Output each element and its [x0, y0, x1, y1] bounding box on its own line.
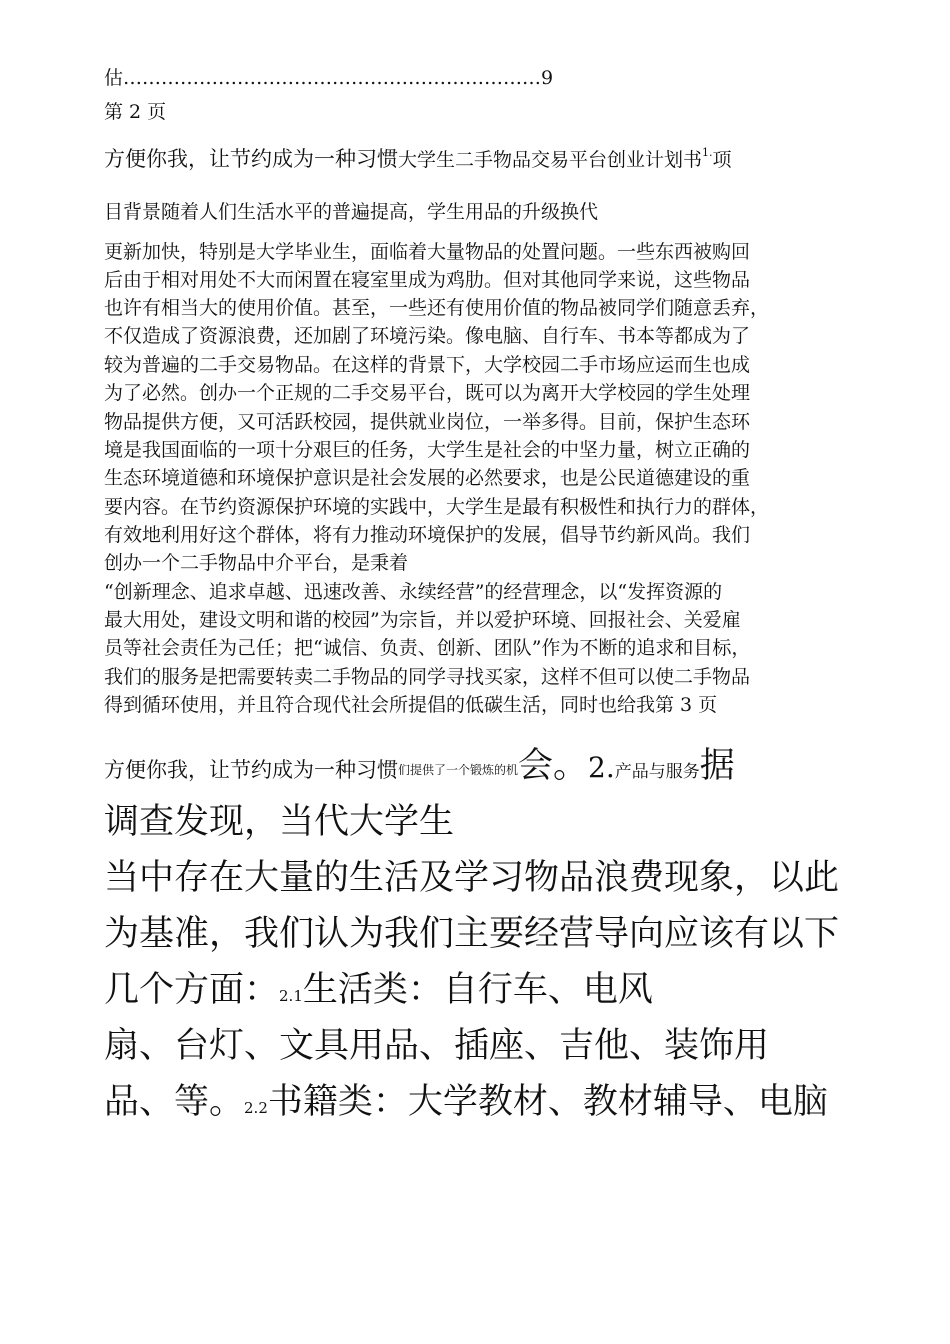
document-title: 大学生二手物品交易平台创业计划书: [398, 149, 703, 171]
paragraph-line: 为了必然。创办一个正规的二手交易平台，既可以为离开大学校园的学生处理: [104, 382, 751, 404]
paragraph-line: 更新加快，特别是大学毕业生，面临着大量物品的处置问题。一些东西被购回: [104, 241, 751, 263]
paragraph-text: 书籍类：大学教材、教材辅导、电脑: [267, 1082, 828, 1122]
paragraph-line: 境是我国面临的一项十分艰巨的任务，大学生是社会的中坚力量，树立正确的: [104, 439, 751, 461]
subsection-number: 2.2: [244, 1099, 268, 1117]
paragraph-line: 我们的服务是把需要转卖二手物品的同学寻找买家，这样不但可以使二手物品: [104, 666, 751, 688]
running-header: 方便你我，让节约成为一种习惯: [104, 758, 398, 782]
paragraph-line: 较为普遍的二手交易物品。在这样的背景下，大学校园二手市场应运而生也成: [104, 354, 751, 376]
large-paragraph-line: [104, 1080, 828, 1130]
paragraph-text: 品、等。: [104, 1082, 245, 1122]
large-text: 会。: [518, 746, 589, 786]
paragraph-text: 生活类：自行车、电风: [302, 970, 653, 1010]
large-paragraph-line: 扇、台灯、文具用品、插座、吉他、装饰用: [104, 1026, 770, 1066]
paragraph-line: 创办一个二手物品中介平台，是秉着: [104, 552, 409, 574]
large-paragraph-line: 当中存在大量的生活及学习物品浪费现象，以此: [104, 858, 840, 898]
paragraph-line-with-page: [104, 691, 717, 719]
paragraph-line: 也许有相当大的使用价值。甚至，一些还有使用价值的物品被同学们随意丢弃，: [104, 297, 770, 319]
paragraph-line: 最大用处，建设文明和谐的校园”为宗旨，并以爱护环境、回报社会、关爱雇: [104, 609, 741, 631]
paragraph-line: 后由于相对用处不大而闲置在寝室里成为鸡肋。但对其他同学来说，这些物品: [104, 269, 751, 291]
background-heading-line: 目背景随着人们生活水平的普遍提高，学生用品的升级换代: [104, 201, 599, 223]
page-number-label: 第 3 页: [655, 694, 718, 716]
large-paragraph-line: 为基准，我们认为我们主要经营导向应该有以下: [104, 914, 840, 954]
paragraph-line: 要内容。在节约资源保护环境的实践中，大学生是最有积极性和执行力的群体，: [104, 496, 770, 518]
section-number: 1.: [702, 146, 713, 159]
paragraph-text: 几个方面：: [104, 970, 280, 1010]
paragraph-line: 物品提供方便，又可活跃校园，提供就业岗位，一举多得。目前，保护生态环: [104, 411, 751, 433]
paragraph-line: “创新理念、追求卓越、迅速改善、永续经营”的经营理念，以“发挥资源的: [104, 581, 723, 603]
subsection-number: 2.1: [279, 987, 303, 1005]
paragraph-line: 生态环境道德和环境保护意识是社会发展的必然要求，也是公民道德建设的重: [104, 467, 751, 489]
section-title: 产品与服务: [614, 762, 700, 782]
large-paragraph-line: 调查发现，当代大学生: [104, 802, 455, 842]
overlapped-text: 们提供了一个锻炼的机: [398, 763, 519, 777]
paragraph-line: 有效地利用好这个群体，将有力推动环境保护的发展，倡导节约新风尚。我们: [104, 524, 751, 546]
section-number: 2.: [588, 751, 615, 784]
running-header: 方便你我，让节约成为一种习惯: [104, 147, 398, 171]
paragraph-line: 员等社会责任为己任；把“诚信、负责、创新、团队”作为不断的追求和目标，: [104, 637, 751, 659]
large-paragraph-line: [104, 968, 653, 1018]
paragraph-text: 得到循环使用，并且符合现代社会所提倡的低碳生活，同时也给我: [104, 694, 656, 716]
header-title-line: [104, 144, 732, 174]
header-section2-line: [104, 744, 735, 794]
title-tail: 项: [712, 149, 732, 171]
large-text: 据: [699, 746, 735, 786]
paragraph-line: 不仅造成了资源浪费，还加剧了环境污染。像电脑、自行车、书本等都成为了: [104, 325, 751, 347]
page-number-label: 第 2 页: [104, 101, 167, 123]
toc-line: 估…………………………………………………………9: [104, 67, 554, 89]
